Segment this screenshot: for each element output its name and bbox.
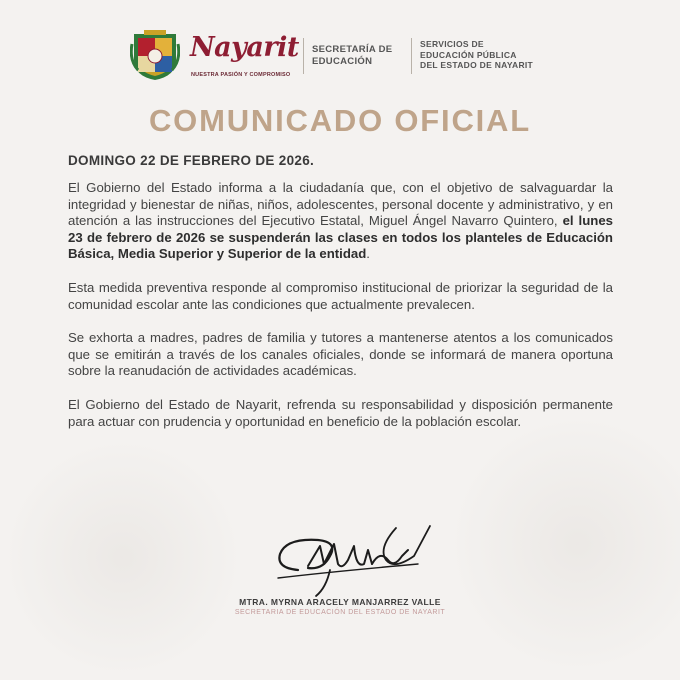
brand-tagline: NUESTRA PASIÓN Y COMPROMISO [191, 72, 291, 78]
header-divider [411, 38, 412, 74]
brand-name: Nayarit [190, 32, 299, 63]
signature-icon [268, 520, 433, 600]
header-divider [303, 38, 304, 74]
secretaria-label: SECRETARÍA DE EDUCACIÓN [312, 44, 393, 67]
signatory-name: MTRA. MYRNA ARACELY MANJARREZ VALLE [239, 597, 441, 607]
document-title: COMUNICADO OFICIAL [149, 103, 531, 138]
paragraph-3: Se exhorta a madres, padres de familia y tutores a mantenerse atentos a los comunicados que se emitirán a través de los canales oficiales, donde se informará de manera oportuna sobre la reanudación de actividades académicas. [68, 330, 613, 379]
signatory-role: SECRETARIA DE EDUCACIÓN DEL ESTADO DE NAYARIT [234, 609, 446, 616]
paragraph-1: El Gobierno del Estado informa a la ciudadanía que, con el objetivo de salvaguardar la integridad y bienestar de niñas, niños, adolescentes, personal docente y administrativo, y en atención a las instrucciones del Ejecutivo Estatal, Miguel Ángel Navarro Quintero, el lunes 23 de febrero de 2026 se suspenderán las clases en todos los planteles de Educación Básica, Media Superior y Superior de la entidad. [68, 180, 613, 262]
coat-of-arms-icon [130, 30, 180, 82]
letterhead [130, 28, 560, 88]
servicios-label: SERVICIOS DE EDUCACIÓN PÚBLICA DEL ESTADO DE NAYARIT [420, 39, 534, 70]
paragraph-2: Esta medida preventiva responde al compromiso institucional de priorizar la seguridad de la comunidad escolar ante las condiciones que actualmente prevalecen. [68, 279, 613, 312]
paragraph-4: El Gobierno del Estado de Nayarit, refrenda su responsabilidad y disposición permanente para actuar con prudencia y oportunidad en beneficio de la población escolar. [68, 396, 613, 429]
highlighted-announcement: el lunes 23 de febrero de 2026 se suspenderán las clases en todos los planteles de Educación Básica, Media Superior y Superior de la entidad [68, 213, 613, 262]
document-date: DOMINGO 22 DE FEBRERO DE 2026. [68, 153, 315, 168]
document-body [68, 180, 613, 447]
